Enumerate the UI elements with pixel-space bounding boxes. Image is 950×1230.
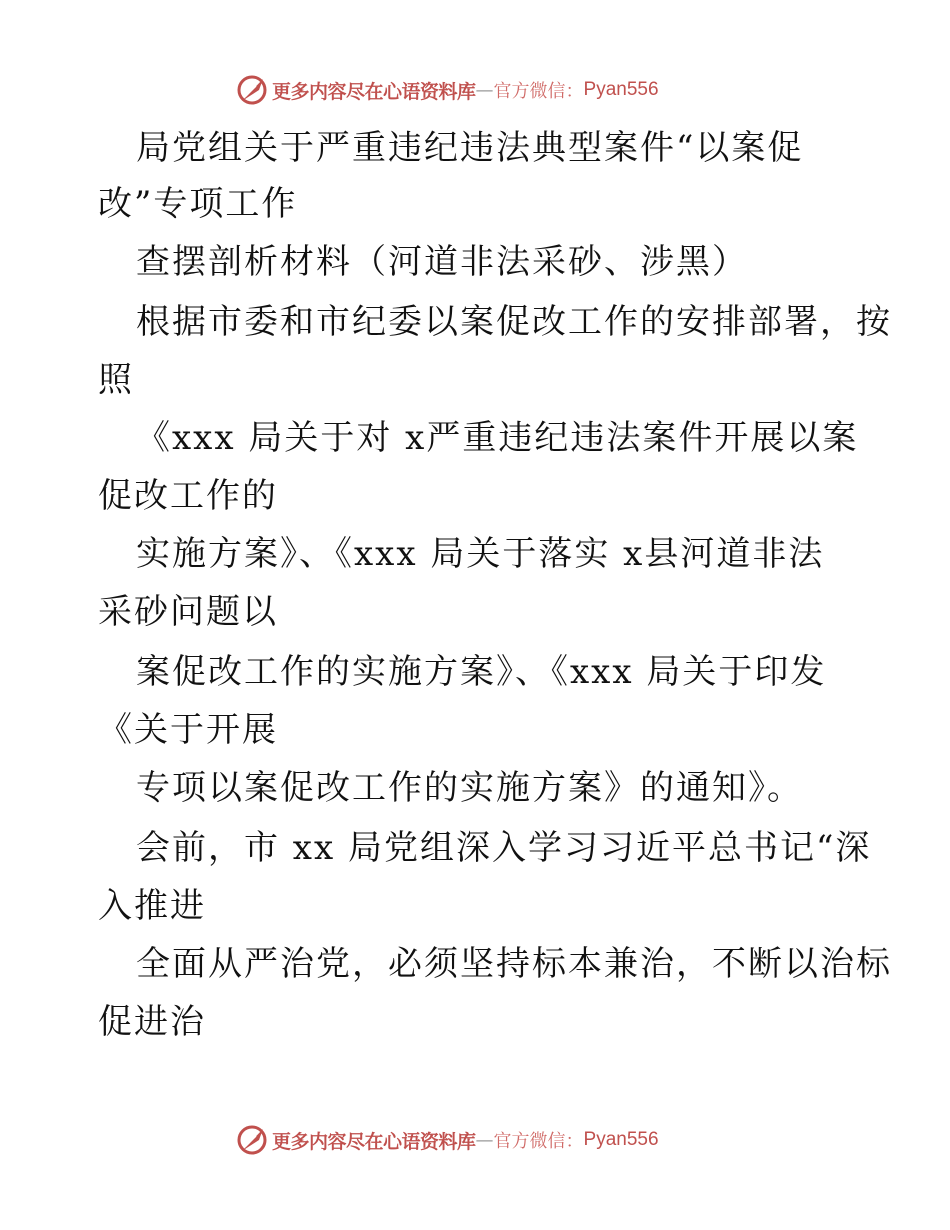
title-line: 改”专项工作	[98, 184, 298, 224]
header-wechat-label: 官方微信：	[493, 81, 584, 102]
paragraph-line: 入推进	[98, 886, 206, 926]
header-dash: —	[475, 79, 494, 101]
paragraph-line: 促改工作的	[98, 476, 278, 516]
paragraph-line: 案促改工作的实施方案》、《xxx 局关于印发	[136, 652, 827, 692]
footer-dash: —	[475, 1129, 494, 1151]
paragraph-line: 采砂问题以	[98, 592, 278, 632]
paragraph-line: 会前，市 xx 局党组深入学习习近平总书记“深	[136, 828, 872, 868]
paragraph-line: 促进治	[98, 1002, 206, 1042]
quill-logo-icon	[236, 1124, 268, 1156]
header-banner	[236, 73, 659, 107]
header-title: 更多内容尽在心语资料库	[272, 80, 476, 103]
subtitle-line: 查摆剖析材料（河道非法采砂、涉黑）	[136, 242, 748, 282]
footer-wechat-id: Pyan556	[583, 1129, 659, 1150]
paragraph-line: 全面从严治党，必须坚持标本兼治，不断以治标	[136, 944, 892, 984]
paragraph-line: 《xxx 局关于对 x严重违纪违法案件开展以案	[136, 418, 859, 458]
paragraph-line: 照	[98, 360, 134, 400]
paragraph-line: 《关于开展	[98, 710, 278, 750]
paragraph-line: 实施方案》、《xxx 局关于落实 x县河道非法	[136, 534, 825, 574]
footer-wechat-label: 官方微信：	[493, 1131, 584, 1152]
quill-logo-icon	[236, 74, 268, 106]
paragraph-line: 专项以案促改工作的实施方案》的通知》。	[136, 768, 803, 808]
header-wechat-id: Pyan556	[583, 79, 659, 100]
paragraph-line: 根据市委和市纪委以案促改工作的安排部署，按	[136, 302, 892, 342]
footer-banner	[236, 1123, 659, 1157]
title-line: 局党组关于严重违纪违法典型案件“以案促	[136, 128, 804, 168]
footer-title: 更多内容尽在心语资料库	[272, 1130, 476, 1153]
